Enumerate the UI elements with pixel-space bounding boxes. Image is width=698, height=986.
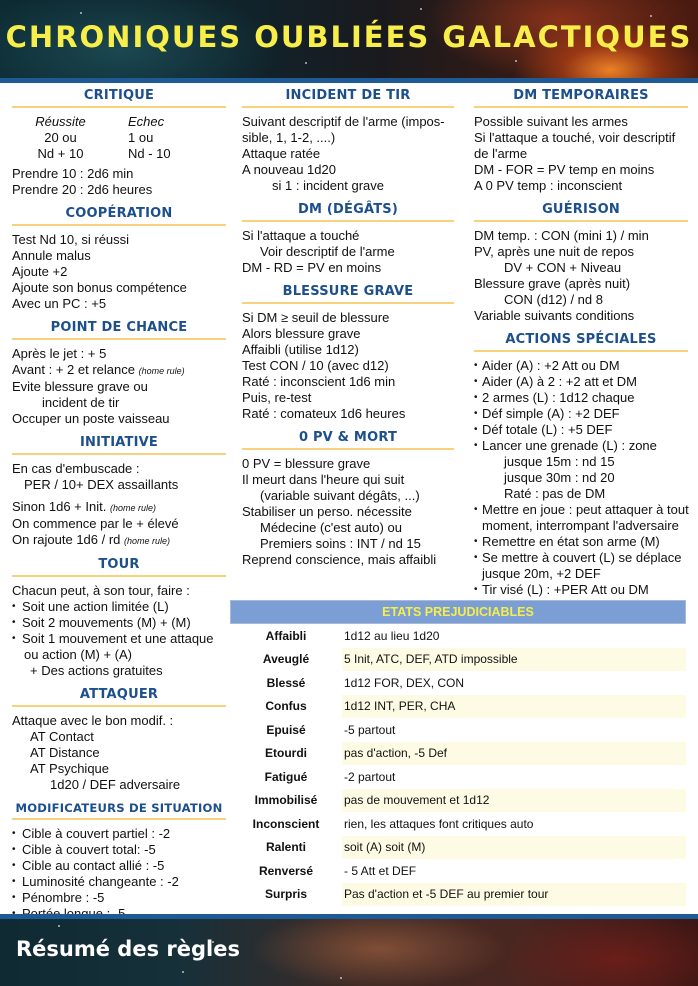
section-title: ATTAQUER [12, 687, 226, 707]
text-line: Possible suivant les armes [474, 114, 628, 129]
star-decoration [650, 15, 652, 17]
section-title: DM TEMPORAIRES [474, 88, 688, 108]
text-line: + Des actions gratuites [30, 663, 163, 678]
bullet-item: • Soit 2 mouvements (M) + (M) [12, 615, 226, 631]
section-title: 0 PV & MORT [242, 430, 454, 450]
text-span: Avant : + 2 et relance [12, 362, 135, 377]
text-line: Chacun peut, à son tour, faire : [12, 583, 190, 598]
text-line: Raté : pas de DM [504, 486, 606, 501]
text-line: Raté : inconscient 1d6 min [242, 374, 396, 389]
section-initiative [12, 435, 226, 549]
text-span: On rajoute 1d6 / rd [12, 532, 121, 547]
etat-name: Fatigué [230, 765, 342, 789]
star-decoration [305, 62, 307, 64]
text-line: AT Psychique [30, 761, 110, 776]
text-line: ou action (M) + (A) [24, 647, 133, 662]
page-title: CHRONIQUES OUBLIÉES GALACTIQUES [5, 20, 693, 54]
text-line: Si DM ≥ seuil de blessure [242, 310, 390, 325]
footer-banner [0, 919, 698, 986]
text-line: Annule malus [12, 248, 91, 263]
echec-value: Nd - 10 [128, 146, 171, 161]
section-tour [12, 557, 226, 679]
text-line: jusque 20m, +2 DEF [482, 566, 601, 581]
table-row [230, 812, 686, 836]
bullet-item: • Tir visé (L) : +PER Att ou DM [474, 582, 688, 598]
table-row [230, 836, 686, 860]
etat-desc: 5 Init, ATC, DEF, ATD impossible [344, 652, 518, 667]
section-title: BLESSURE GRAVE [242, 284, 454, 304]
text-line: incident de tir [42, 395, 120, 410]
text-line: Alors blessure grave [242, 326, 361, 341]
section-title: INITIATIVE [12, 435, 226, 455]
echec-column [103, 114, 213, 162]
section-modificateurs [12, 801, 226, 922]
etat-name: Immobilisé [230, 789, 342, 813]
etat-desc: pas d'action, -5 Def [344, 746, 448, 761]
text-line: En cas d'embuscade : [12, 461, 140, 476]
bullet-item: • Soit une action limitée (L) [12, 599, 226, 615]
text-line: (variable suivant dégâts, ...) [260, 488, 420, 503]
text-line: jusque 15m : nd 15 [504, 454, 615, 469]
section-title: ACTIONS SPÉCIALES [474, 332, 688, 352]
etats-table [230, 600, 686, 906]
etat-name: Blessé [230, 671, 342, 695]
echec-label: Echec [128, 114, 165, 129]
section-dm-degats [242, 202, 454, 276]
etat-name: Surpris [230, 883, 342, 907]
section-guerison [474, 202, 688, 324]
etat-desc: 1d12 au lieu 1d20 [344, 628, 440, 643]
reussite-column [18, 114, 103, 162]
text-line: Avec un PC : +5 [12, 296, 107, 311]
text-line: Ajoute son bonus compétence [12, 280, 187, 295]
section-title: COOPÉRATION [12, 206, 226, 226]
table-row [230, 765, 686, 789]
etat-name: Inconscient [230, 812, 342, 836]
table-row [230, 742, 686, 766]
section-actions-speciales [474, 332, 688, 614]
text-line: 1d20 / DEF adversaire [50, 777, 181, 792]
section-0pv-mort [242, 430, 454, 568]
bullet-item: • Remettre en état son arme (M) [474, 534, 688, 550]
section-title: INCIDENT DE TIR [242, 88, 454, 108]
section-title: GUÉRISON [474, 202, 688, 222]
star-decoration [58, 925, 60, 927]
text-line: Occuper un poste vaisseau [12, 411, 170, 426]
etat-desc: Pas d'action et -5 DEF au premier tour [344, 887, 549, 902]
bullet-item: • Se mettre à couvert (L) se déplace [474, 550, 688, 566]
text-line: Stabiliser un perso. nécessite [242, 504, 412, 519]
reussite-value: Nd + 10 [37, 146, 84, 161]
text-line: Voir descriptif de l'arme [260, 244, 395, 259]
text-line [12, 362, 226, 379]
bullet-item: • Cible à couvert partiel : -2 [12, 826, 226, 842]
text-line [12, 532, 226, 549]
text-line: Evite blessure grave ou [12, 379, 148, 394]
bullet-item: • Déf totale (L) : +5 DEF [474, 422, 688, 438]
text-line: DM - FOR = PV temp en moins [474, 162, 655, 177]
text-line: Attaque ratée [242, 146, 321, 161]
text-line: DM temp. : CON (mini 1) / min [474, 228, 649, 243]
text-line: de l'arme [474, 146, 528, 161]
etat-name: Renversé [230, 859, 342, 883]
reussite-label: Réussite [35, 114, 86, 129]
etat-desc: 1d12 FOR, DEX, CON [344, 675, 465, 690]
footer-title: Résumé des règles [16, 937, 240, 961]
etat-desc: pas de mouvement et 1d12 [344, 793, 490, 808]
etat-name: Affaibli [230, 624, 342, 648]
star-decoration [80, 12, 82, 14]
text-line: On commence par le + élevé [12, 516, 179, 531]
text-line: DM - RD = PV en moins [242, 260, 382, 275]
text-line: Premiers soins : INT / nd 15 [260, 536, 421, 551]
text-line: A nouveau 1d20 [242, 162, 336, 177]
text-line: Suivant descriptif de l'arme (impos- [242, 114, 445, 129]
bullet-item: • Cible à couvert total: -5 [12, 842, 226, 858]
column-left [12, 88, 226, 930]
bullet-item: • Déf simple (A) : +2 DEF [474, 406, 688, 422]
bullet-item: • Aider (A) à 2 : +2 att et DM [474, 374, 688, 390]
text-span: Sinon 1d6 + Init. [12, 499, 107, 514]
text-line: Reprend conscience, mais affaibli [242, 552, 437, 567]
text-line: Médecine (c'est auto) ou [260, 520, 402, 535]
bullet-item: • Cible au contact allié : -5 [12, 858, 226, 874]
etat-desc: 1d12 INT, PER, CHA [344, 699, 456, 714]
header-banner [0, 0, 698, 78]
text-line: PER / 10+ DEX assaillants [24, 477, 179, 492]
text-line: CON (d12) / nd 8 [504, 292, 603, 307]
etat-name: Epuisé [230, 718, 342, 742]
etat-name: Etourdi [230, 742, 342, 766]
text-line: Ajoute +2 [12, 264, 68, 279]
text-line: AT Distance [30, 745, 100, 760]
section-cooperation [12, 206, 226, 312]
text-line: Si l'attaque a touché [242, 228, 360, 243]
text-line: Blessure grave (après nuit) [474, 276, 631, 291]
text-line: Puis, re-test [242, 390, 312, 405]
critique-grid [18, 114, 226, 162]
bullet-item: • 2 armes (L) : 1d12 chaque [474, 390, 688, 406]
bullet-item: • Mettre en joue : peut attaquer à tout [474, 502, 688, 518]
section-point-de-chance [12, 320, 226, 427]
home-rule-note: (home rule) [124, 536, 171, 546]
etat-desc: soit (A) soit (M) [344, 840, 426, 855]
etat-desc: -2 partout [344, 769, 396, 784]
table-row [230, 883, 686, 907]
text-line: Il meurt dans l'heure qui suit [242, 472, 405, 487]
bullet-item: • Aider (A) : +2 Att ou DM [474, 358, 688, 374]
text-line: Test CON / 10 (avec d12) [242, 358, 389, 373]
star-decoration [515, 60, 517, 62]
text-line [12, 499, 226, 516]
table-row [230, 695, 686, 719]
home-rule-note: (home rule) [109, 503, 156, 513]
text-line: Variable suivants conditions [474, 308, 635, 323]
table-row [230, 789, 686, 813]
text-line: Si l'attaque a touché, voir descriptif [474, 130, 676, 145]
section-incident-de-tir [242, 88, 454, 194]
section-blessure-grave [242, 284, 454, 422]
table-row [230, 718, 686, 742]
star-decoration [182, 971, 184, 973]
etat-desc: - 5 Att et DEF [344, 863, 417, 878]
section-title: MODIFICATEURS DE SITUATION [12, 801, 226, 820]
header-rule [0, 78, 698, 83]
etat-name: Ralenti [230, 836, 342, 860]
table-row [230, 624, 686, 648]
section-critique [12, 88, 226, 198]
etat-desc: -5 partout [344, 722, 396, 737]
etat-name: Confus [230, 695, 342, 719]
table-row [230, 671, 686, 695]
text-line: Après le jet : + 5 [12, 346, 107, 361]
text-line: Raté : comateux 1d6 heures [242, 406, 406, 421]
reussite-value: 20 ou [44, 130, 77, 145]
text-line: si 1 : incident grave [272, 178, 385, 193]
text-line: A 0 PV temp : inconscient [474, 178, 623, 193]
bullet-item: • Pénombre : -5 [12, 890, 226, 906]
bullet-item: • Soit 1 mouvement et une attaque [12, 631, 226, 647]
etat-name: Aveuglé [230, 648, 342, 672]
text-line: DV + CON + Niveau [504, 260, 622, 275]
etat-desc: rien, les attaques font critiques auto [344, 816, 534, 831]
text-line: Prendre 10 : 2d6 min [12, 166, 134, 181]
home-rule-note: (home rule) [138, 366, 185, 376]
text-line: sible, 1, 1-2, ....) [242, 130, 336, 145]
text-line: moment, interrompant l'adversaire [482, 518, 679, 533]
text-line: Test Nd 10, si réussi [12, 232, 130, 247]
section-title: TOUR [12, 557, 226, 577]
text-line: PV, après une nuit de repos [474, 244, 634, 259]
star-decoration [420, 8, 422, 10]
column-middle [242, 88, 454, 576]
text-line: 0 PV = blessure grave [242, 456, 371, 471]
etats-table-header: ETATS PREJUDICIABLES [230, 600, 686, 624]
section-dm-temporaires [474, 88, 688, 194]
bullet-item: • Lancer une grenade (L) : zone [474, 438, 688, 454]
text-line: Affaibli (utilise 1d12) [242, 342, 359, 357]
star-decoration [340, 977, 342, 979]
text-line: Attaque avec le bon modif. : [12, 713, 174, 728]
text-line: Prendre 20 : 2d6 heures [12, 182, 153, 197]
bullet-item: • Luminosité changeante : -2 [12, 874, 226, 890]
section-attaquer [12, 687, 226, 793]
section-title: DM (DÉGÂTS) [242, 202, 454, 222]
text-line: AT Contact [30, 729, 94, 744]
table-row [230, 648, 686, 672]
echec-value: 1 ou [128, 130, 154, 145]
table-row [230, 859, 686, 883]
section-title: POINT DE CHANCE [12, 320, 226, 340]
section-title: CRITIQUE [12, 88, 226, 108]
column-right [474, 88, 688, 622]
text-line: jusque 30m : nd 20 [504, 470, 615, 485]
